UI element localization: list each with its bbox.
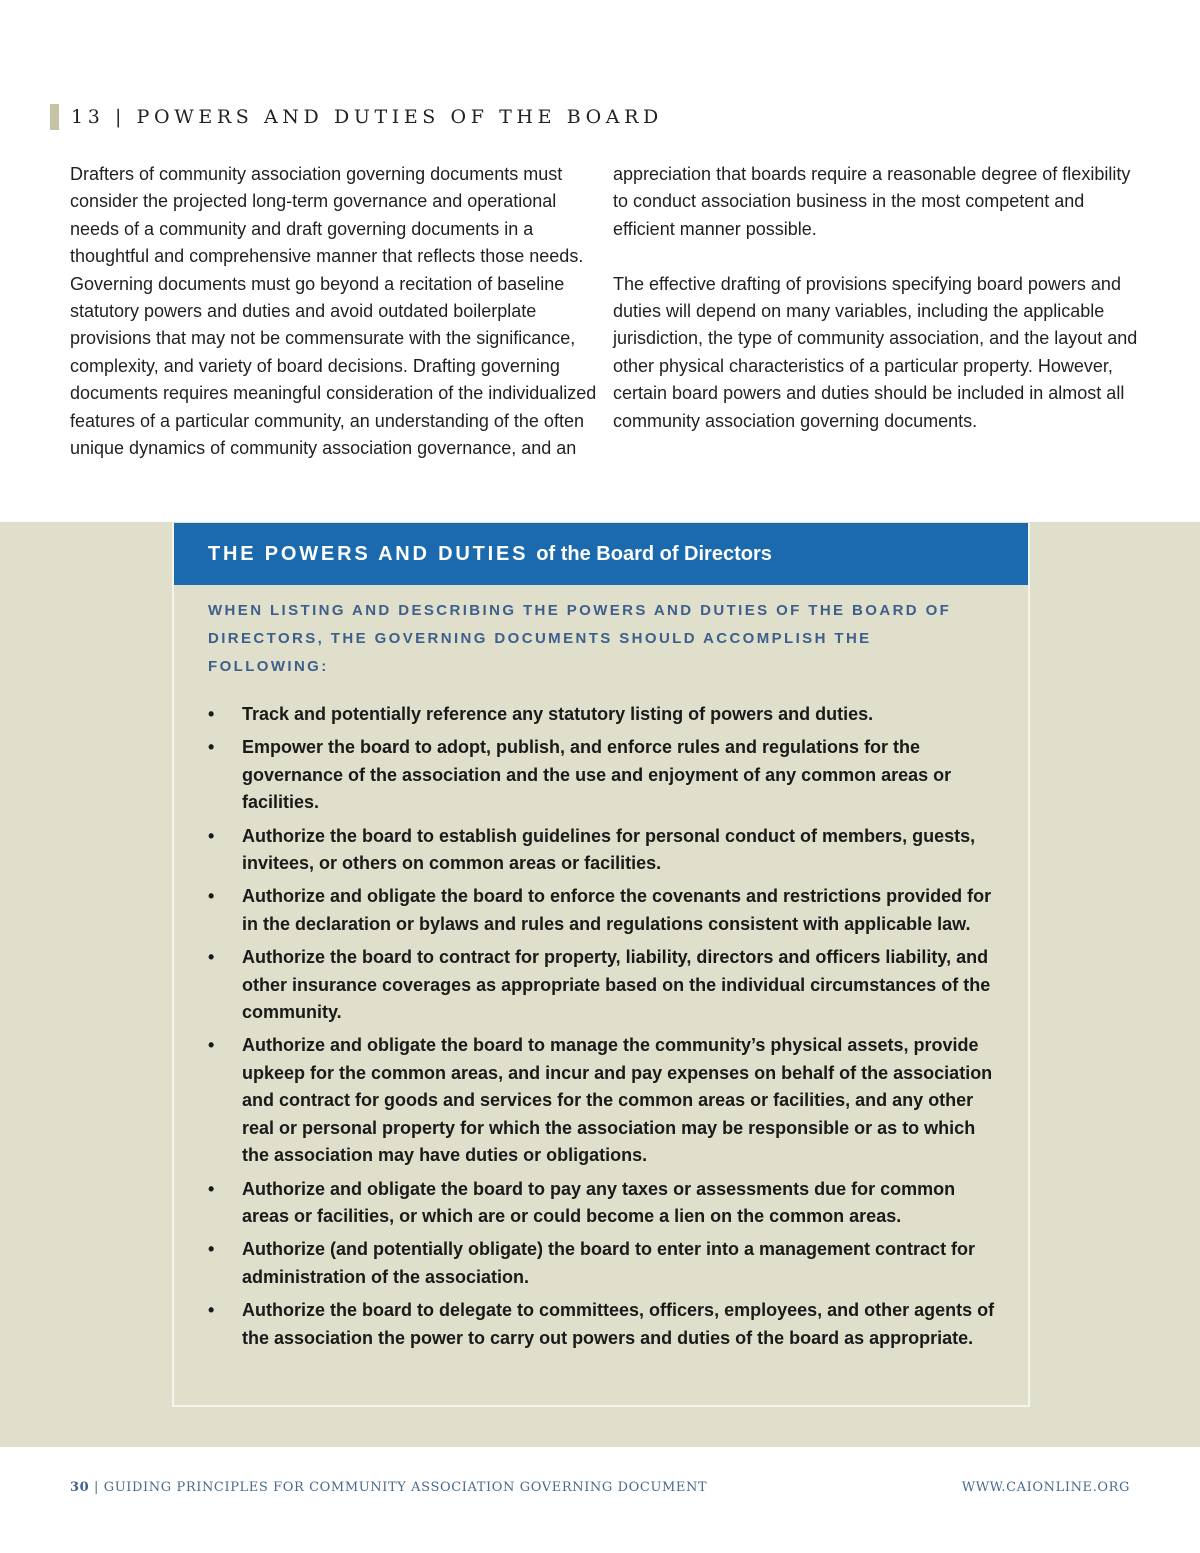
- list-item: [174, 734, 1028, 816]
- list-item: [174, 823, 1028, 878]
- list-item-text: Authorize and obligate the board to manage the community’s physical assets, provide upkeep for the common areas, and incur and pay expenses on behalf of the association and contract for goods and services for the common areas or facilities, and any other real or personal property for which the association may be responsible or as to which the association may have duties or obligations.: [242, 1035, 993, 1166]
- list-item-text: Track and potentially reference any statutory listing of powers and duties.: [242, 704, 874, 724]
- list-item: [174, 701, 1028, 728]
- bullet-icon: •: [208, 947, 215, 968]
- intro-paragraph-1: Drafters of community association governing documents must consider the projected long-term governance and operational needs of a community and draft governing documents in a thoughtful and comprehensive manner that reflects those needs. Governing documents must go beyond a recitation of baseline statutory powers and duties and avoid outdated boilerplate provisions that may not be commensurate with the significance, complexity, and variety of board decisions. Drafting governing documents requires meaningful consideration of the individualized features of a particular community, an understanding of the often unique dynamics of community association governance, and an: [70, 164, 597, 459]
- powers-list: [174, 701, 1028, 1352]
- section-title: 13 | POWERS AND DUTIES OF THE BOARD: [71, 106, 663, 128]
- footer-separator: |: [94, 1480, 100, 1495]
- list-item: [174, 944, 1028, 1026]
- intro-paragraph-2: appreciation that boards require a reasonable degree of flexibility to conduct association business in the most competent and efficient manner possible.: [613, 164, 1131, 239]
- list-item-text: Authorize the board to establish guidelines for personal conduct of members, guests, invitees, or others on common areas or facilities.: [242, 825, 976, 874]
- box-subtitle: WHEN LISTING AND DESCRIBING THE POWERS AND DUTIES OF THE BOARD OF DIRECTORS, THE GOVERNING DOCUMENTS SHOULD ACCOMPLISH THE FOLLOWING:: [208, 602, 952, 675]
- box-title-rest: of the Board of Directors: [536, 542, 772, 565]
- bullet-icon: •: [208, 704, 215, 724]
- list-item: [174, 1176, 1028, 1231]
- section-header: [50, 104, 663, 130]
- page-number: 30: [70, 1480, 90, 1495]
- list-item: [174, 1297, 1028, 1352]
- box-title: [174, 523, 1028, 585]
- box-title-caps: THE POWERS AND DUTIES: [208, 542, 529, 565]
- intro-column-right: [613, 161, 1138, 462]
- bullet-icon: •: [208, 825, 215, 846]
- bullet-icon: •: [208, 1178, 215, 1199]
- list-item-text: Authorize and obligate the board to pay any taxes or assessments due for common areas or facilities, or which are or could become a lien on the common areas.: [242, 1178, 956, 1226]
- list-item: [174, 883, 1028, 938]
- footer-website: WWW.CAIONLINE.ORG: [961, 1480, 1130, 1495]
- bullet-icon: •: [208, 886, 215, 907]
- list-item-text: Authorize and obligate the board to enforce the covenants and restrictions provided for in the declaration or bylaws and rules and regulations consistent with applicable law.: [242, 886, 992, 934]
- footer-left: [70, 1480, 707, 1495]
- section-marker-bar: [50, 104, 59, 130]
- intro-column-left: [70, 161, 598, 490]
- list-item-text: Authorize the board to delegate to committees, officers, employees, and other agents of the association the power to carry out powers and duties of the board as appropriate.: [242, 1300, 995, 1348]
- list-item-text: Authorize the board to contract for property, liability, directors and officers liability, and other insurance coverages as appropriate based on the individual circumstances of the community.: [242, 947, 991, 1023]
- list-item: [174, 1032, 1028, 1169]
- bullet-icon: •: [208, 1300, 215, 1321]
- list-item-text: Authorize (and potentially obligate) the board to enter into a management contract for administration of the association.: [242, 1239, 976, 1287]
- bullet-icon: •: [208, 1239, 215, 1260]
- intro-paragraph-3: The effective drafting of provisions specifying board powers and duties will depend on many variables, including the applicable jurisdiction, the type of community association, and the layout and other physical characteristics of a particular property. However, certain board powers and duties should be included in almost all community association governing documents.: [613, 273, 1138, 431]
- list-item-text: Empower the board to adopt, publish, and enforce rules and regulations for the governance of the association and the use and enjoyment of any common areas or facilities.: [242, 737, 952, 813]
- list-item: [174, 1236, 1028, 1291]
- powers-duties-box: [172, 523, 1030, 1407]
- bullet-icon: •: [208, 1035, 215, 1056]
- bullet-icon: •: [208, 737, 215, 758]
- footer-document-title: GUIDING PRINCIPLES FOR COMMUNITY ASSOCIATION GOVERNING DOCUMENT: [103, 1480, 708, 1495]
